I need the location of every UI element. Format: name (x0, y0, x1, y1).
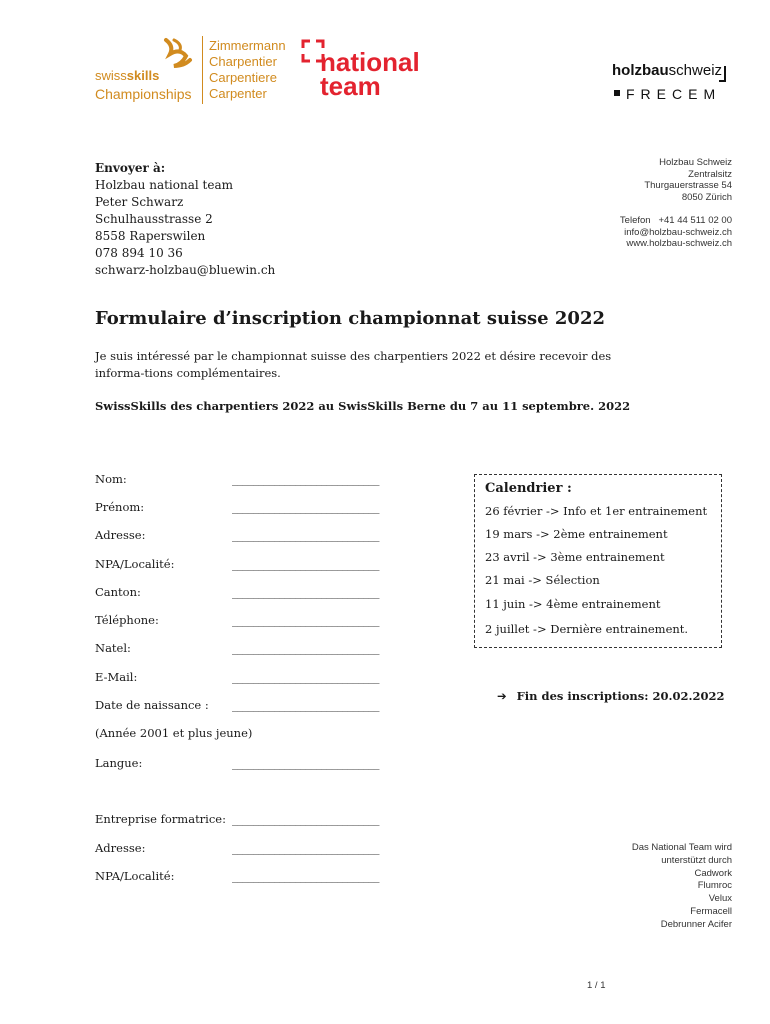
field-line-entreprise-adresse[interactable]: ____________________________ (232, 841, 379, 855)
page-number: 1 / 1 (587, 980, 606, 991)
calendar-item: 23 avril -> 3ème entrainement (485, 550, 665, 564)
sponsor-name: Flumroc (697, 880, 732, 892)
intro-text: Je suis intéressé par le championnat suisse des charpentiers 2022 et désire recevoir des informa-tions complémentaires. (95, 349, 612, 380)
birthdate-note: (Année 2001 et plus jeune) (95, 726, 253, 740)
field-line-npa[interactable]: ____________________________ (232, 557, 379, 571)
sponsors-intro: unterstützt durch (661, 854, 732, 866)
field-line-telephone[interactable]: ____________________________ (232, 613, 379, 627)
field-line-canton[interactable]: ____________________________ (232, 585, 379, 599)
field-label-email: E-Mail: (95, 670, 138, 684)
national-team-logo: national team (320, 47, 420, 101)
field-label-langue: Langue: (95, 756, 143, 770)
field-label-natel: Natel: (95, 641, 131, 655)
recipient-address (95, 160, 275, 279)
company-phone: Telefon +41 44 511 02 00 (619, 215, 732, 226)
company-line: Thurgauerstrasse 54 (644, 180, 732, 191)
trade-name: Zimmermann (209, 38, 286, 53)
field-label-entreprise: Entreprise formatrice: (95, 812, 226, 826)
company-email: info@holzbau-schweiz.ch (624, 226, 732, 238)
trade-names (209, 38, 286, 102)
field-line-email[interactable]: ____________________________ (232, 670, 379, 684)
address-phone: 078 894 10 36 (95, 246, 183, 260)
sponsors-block (632, 842, 732, 932)
field-label-nom: Nom: (95, 472, 127, 486)
frecem-logo: FRECEM (614, 86, 721, 102)
calendar-title: Calendrier : (485, 481, 572, 496)
field-line-entreprise[interactable]: ____________________________ (232, 812, 379, 826)
holzbau-schweiz-logo: holzbauschweiz (612, 62, 723, 79)
field-line-langue[interactable]: ____________________________ (232, 756, 379, 770)
field-line-nom[interactable]: ____________________________ (232, 472, 379, 486)
field-label-adresse: Adresse: (95, 528, 146, 542)
field-label-telephone: Téléphone: (95, 613, 159, 627)
sponsors-intro: Das National Team wird (631, 842, 732, 853)
field-line-entreprise-npa[interactable]: ____________________________ (232, 869, 379, 883)
field-line-prenom[interactable]: ____________________________ (232, 500, 379, 514)
field-line-birthdate[interactable]: ____________________________ (232, 698, 379, 712)
field-label-npa: NPA/Localité: (95, 557, 175, 571)
address-email: schwarz-holzbau@bluewin.ch (95, 263, 276, 277)
company-line: Zentralsitz (688, 168, 732, 180)
field-label-entreprise-adresse: Adresse: (95, 841, 146, 855)
trade-name: Carpenter (209, 86, 267, 101)
address-line: Holzbau national team (95, 178, 233, 192)
sponsor-name: Fermacell (690, 905, 732, 917)
address-line: Peter Schwarz (95, 195, 184, 209)
swissskills-figure-logo (160, 36, 194, 70)
sponsor-name: Debrunner Acifer (660, 918, 732, 930)
company-line: Holzbau Schweiz (659, 157, 732, 168)
event-subtitle: SwissSkills des charpentiers 2022 au SwisSkills Berne du 7 au 11 septembre. 2022 (95, 399, 631, 413)
holzbau-bracket-icon (719, 66, 726, 82)
address-line: Schulhausstrasse 2 (95, 212, 213, 226)
calendar-item: 11 juin -> 4ème entrainement (485, 597, 661, 611)
trade-name: Charpentier (209, 54, 277, 69)
registration-deadline (497, 689, 725, 703)
swissskills-championships: Championships (95, 86, 192, 102)
logo-divider (202, 36, 203, 104)
calendar-item: 26 février -> Info et 1er entrainement (485, 504, 708, 518)
calendar-item: 2 juillet -> Dernière entrainement. (485, 622, 689, 636)
calendar-item: 19 mars -> 2ème entrainement (485, 527, 668, 541)
swissskills-wordmark: swissskills (95, 68, 160, 83)
company-address (620, 157, 732, 250)
arrow-right-icon: ➔ (497, 689, 507, 703)
deadline-text: Fin des inscriptions: 20.02.2022 (516, 689, 725, 703)
page-title: Formulaire d’inscription championnat suisse 2022 (95, 308, 605, 329)
trade-name: Carpentiere (209, 70, 277, 85)
field-line-natel[interactable]: ____________________________ (232, 641, 379, 655)
field-label-prenom: Prénom: (95, 500, 145, 514)
address-line: 8558 Raperswilen (95, 229, 206, 243)
sponsor-name: Velux (708, 893, 732, 905)
sponsor-name: Cadwork (694, 867, 732, 879)
calendar-item: 21 mai -> Sélection (485, 573, 600, 587)
company-line: 8050 Zürich (681, 191, 732, 203)
company-website: www.holzbau-schweiz.ch (626, 238, 732, 249)
field-line-adresse[interactable]: ____________________________ (232, 528, 379, 542)
field-label-birthdate: Date de naissance : (95, 698, 209, 712)
recipient-heading: Envoyer à: (95, 161, 166, 175)
field-label-canton: Canton: (95, 585, 141, 599)
square-icon (614, 90, 620, 96)
field-label-entreprise-npa: NPA/Localité: (95, 869, 175, 883)
